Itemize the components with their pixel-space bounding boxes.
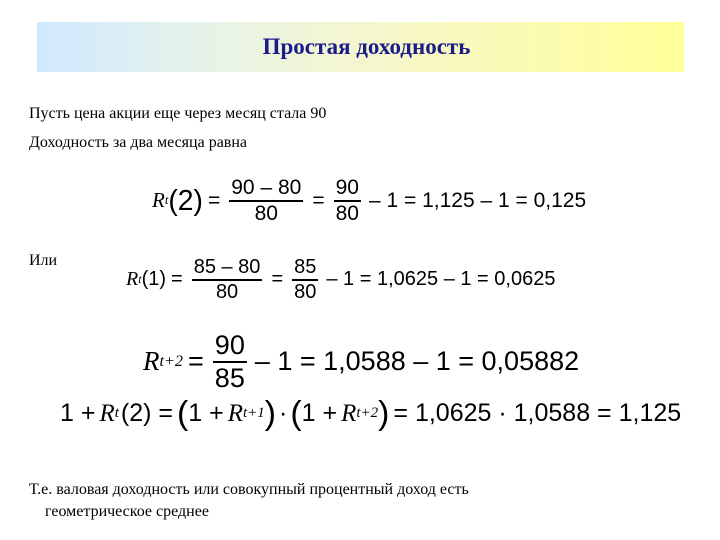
eq4-one-plus-1: 1 + — [60, 399, 96, 428]
eq3-denominator: 85 — [214, 362, 245, 393]
eq2-f1-denominator: 80 — [215, 280, 239, 303]
eq3-fraction — [213, 330, 247, 394]
equation-geometric-product — [60, 394, 682, 432]
eq1-equals-2: = — [312, 188, 325, 212]
eq1-lhs-var: R — [152, 188, 165, 213]
page-title: Простая доходность — [262, 34, 471, 59]
eq4-sub-1: t — [114, 405, 119, 422]
eq4-one-plus-2: 1 + — [188, 399, 224, 428]
eq4-close-paren-1: ) — [264, 394, 277, 432]
eq4-dot: · — [279, 399, 288, 428]
text-line-two-month-return: Доходность за два месяца равна — [29, 134, 248, 151]
eq4-close-paren-2: ) — [378, 394, 390, 432]
eq1-tail: – 1 = 1,125 – 1 = 0,125 — [368, 188, 587, 212]
eq4-sub-2: t+1 — [243, 405, 265, 422]
eq1-f2-numerator: 90 — [335, 176, 359, 199]
eq3-numerator: 90 — [214, 330, 245, 360]
eq2-f2-denominator: 80 — [294, 280, 317, 303]
eq3-tail: – 1 = 1,0588 – 1 = 0,05882 — [254, 346, 580, 377]
text-or: Или — [29, 252, 58, 269]
equation-one-month-return — [126, 256, 555, 304]
eq2-equals-2: = — [271, 268, 284, 291]
eq1-f1-denominator: 80 — [254, 201, 278, 225]
eq1-lhs-sub: t — [164, 193, 169, 208]
eq1-f2-denominator: 80 — [335, 201, 359, 225]
eq4-var-1: R — [99, 399, 115, 427]
eq3-lhs-sub: t+2 — [159, 352, 184, 371]
eq2-lhs-sub: t — [138, 272, 142, 287]
eq3-lhs-var: R — [143, 346, 160, 377]
eq4-open-paren-1: ( — [177, 394, 189, 432]
eq4-sub-3: t+2 — [356, 405, 379, 422]
eq2-lhs-var: R — [126, 268, 139, 291]
eq2-equals: = — [171, 268, 183, 291]
eq4-tail: = 1,0625 · 1,0588 = 1,125 — [393, 399, 682, 428]
title-band — [37, 22, 684, 72]
eq2-f1-numerator: 85 – 80 — [193, 256, 261, 278]
eq2-fraction-2 — [292, 256, 318, 304]
eq4-one-plus-3: 1 + — [301, 399, 338, 428]
eq2-lhs-arg: (1) — [141, 268, 167, 291]
eq4-var-2: R — [227, 399, 243, 427]
eq1-f1-numerator: 90 – 80 — [231, 176, 302, 199]
eq3-equals: = — [188, 346, 204, 377]
text-conclusion-2: геометрическое среднее — [45, 503, 209, 520]
eq2-tail: – 1 = 1,0625 – 1 = 0,0625 — [326, 268, 556, 291]
eq1-equals: = — [207, 188, 221, 212]
eq1-fraction-2 — [334, 176, 361, 226]
text-conclusion-1: Т.е. валовая доходность или совокупный процентный доход есть — [29, 481, 469, 498]
eq2-f2-numerator: 85 — [294, 256, 317, 278]
eq4-var-3: R — [341, 399, 357, 427]
text-line-price: Пусть цена акции еще через месяц стала 90 — [29, 105, 327, 122]
equation-two-month-return — [152, 176, 586, 226]
eq1-fraction-1 — [229, 176, 303, 226]
eq4-arg-1: (2) = — [120, 399, 174, 428]
eq1-lhs-arg: (2) — [168, 184, 203, 217]
equation-second-month-return — [143, 330, 579, 394]
eq2-fraction-1 — [192, 256, 263, 304]
eq4-open-paren-2: ( — [290, 394, 302, 432]
